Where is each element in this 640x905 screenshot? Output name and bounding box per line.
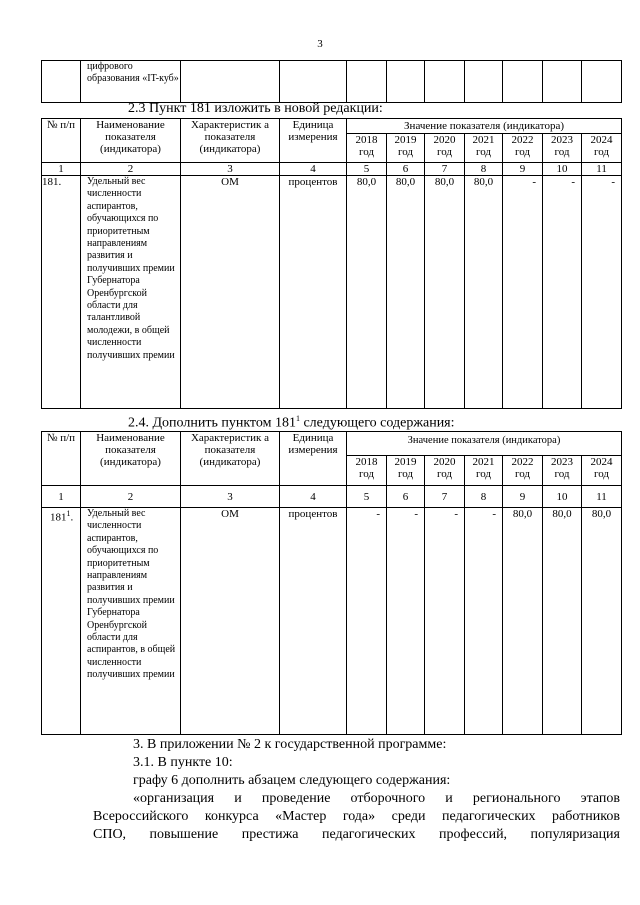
header-year: 2023 год [543, 134, 582, 163]
row-value: - [425, 508, 465, 735]
header-value-group: Значение показателя (индикатора) [347, 432, 622, 456]
header-char: Характеристик а показателя (индикатора) [181, 432, 280, 486]
row-num: $181^1$. [42, 508, 81, 735]
col-number: 9 [503, 486, 543, 508]
header-year: 2024 год [582, 456, 622, 486]
top-name-cell: цифрового образования «IT-куб» [81, 61, 181, 103]
col-number: 10 [543, 486, 582, 508]
section-heading-2-3: 2.3 Пункт 181 изложить в новой редакции: [128, 101, 383, 116]
row-unit: процентов [280, 176, 347, 409]
header-num: № п/п [42, 432, 81, 486]
row-value: - [387, 508, 425, 735]
col-number: 7 [425, 163, 465, 176]
header-num: № п/п [42, 119, 81, 163]
col-number: 2 [81, 163, 181, 176]
header-name: Наименование показателя (индикатора) [81, 432, 181, 486]
header-name: Наименование показателя (индикатора) [81, 119, 181, 163]
col-number: 3 [181, 486, 280, 508]
header-value-group: Значение показателя (индикатора) [347, 119, 622, 134]
header-year: 2021 год [465, 134, 503, 163]
paragraph-grafa: графу 6 дополнить абзацем следующего содержания: [133, 773, 451, 788]
col-number: 8 [465, 163, 503, 176]
header-year: 2022 год [503, 456, 543, 486]
col-number: 2 [81, 486, 181, 508]
row-char: ОМ [181, 508, 280, 735]
row-name: Удельный вес численности аспирантов, обучающихся по приоритетным направлениям развития и получивших премии Губернатора Оренбургской области для аспирантов, в общей численности получивших премии [81, 508, 181, 735]
row-value: - [503, 176, 543, 409]
row-value: - [347, 508, 387, 735]
row-value: 80,0 [582, 508, 622, 735]
page-number: 3 [317, 38, 323, 50]
row-name: Удельный вес численности аспирантов, обучающихся по приоритетным направлениям развития и получивших премии Губернатора Оренбургской области для талантливой молодежи, в общей численности получивших премии [81, 176, 181, 409]
row-value: - [465, 508, 503, 735]
header-year: 2018 год [347, 134, 387, 163]
col-number: 7 [425, 486, 465, 508]
col-number: 4 [280, 486, 347, 508]
table-181 [41, 118, 622, 409]
row-value: - [543, 176, 582, 409]
top-table [41, 60, 622, 103]
col-number: 5 [347, 486, 387, 508]
col-number: 6 [387, 163, 425, 176]
paragraph-3: 3. В приложении № 2 к государственной программе: [133, 737, 447, 752]
header-year: 2020 год [425, 134, 465, 163]
row-value: 80,0 [425, 176, 465, 409]
row-value: 80,0 [387, 176, 425, 409]
row-unit: процентов [280, 508, 347, 735]
row-value: - [582, 176, 622, 409]
col-number: 4 [280, 163, 347, 176]
col-number: 5 [347, 163, 387, 176]
header-char: Характеристик а показателя (индикатора) [181, 119, 280, 163]
table-181-1 [41, 431, 622, 735]
header-year: 2023 год [543, 456, 582, 486]
paragraph-quote-line-1: «организация и проведение отборочного и регионального этапов [133, 791, 620, 806]
col-number: 11 [582, 486, 622, 508]
row-char: ОМ [181, 176, 280, 409]
row-value: 80,0 [503, 508, 543, 735]
header-year: 2024 год [582, 134, 622, 163]
row-value: 80,0 [347, 176, 387, 409]
col-number: 6 [387, 486, 425, 508]
top-num-cell [42, 61, 81, 103]
section-heading-2-4: 2.4. Дополнить пунктом $181^1$ следующего содержания: [128, 414, 455, 431]
row-value: 80,0 [543, 508, 582, 735]
col-number: 3 [181, 163, 280, 176]
paragraph-quote-line-2: Всероссийского конкурса «Мастер года» среди педагогических работников [93, 809, 620, 824]
header-year: 2020 год [425, 456, 465, 486]
col-number: 10 [543, 163, 582, 176]
col-number: 11 [582, 163, 622, 176]
header-year: 2019 год [387, 134, 425, 163]
paragraph-quote-line-3: СПО, повышение престижа педагогических профессий, популяризация [93, 827, 620, 842]
paragraph-3-1: 3.1. В пункте 10: [133, 755, 233, 770]
header-year: 2018 год [347, 456, 387, 486]
col-number: 1 [42, 486, 81, 508]
row-num: 181. [42, 176, 81, 409]
header-unit: Единица измерения [280, 432, 347, 486]
row-value: 80,0 [465, 176, 503, 409]
col-number: 1 [42, 163, 81, 176]
header-year: 2022 год [503, 134, 543, 163]
col-number: 9 [503, 163, 543, 176]
header-year: 2021 год [465, 456, 503, 486]
col-number: 8 [465, 486, 503, 508]
header-unit: Единица измерения [280, 119, 347, 163]
header-year: 2019 год [387, 456, 425, 486]
